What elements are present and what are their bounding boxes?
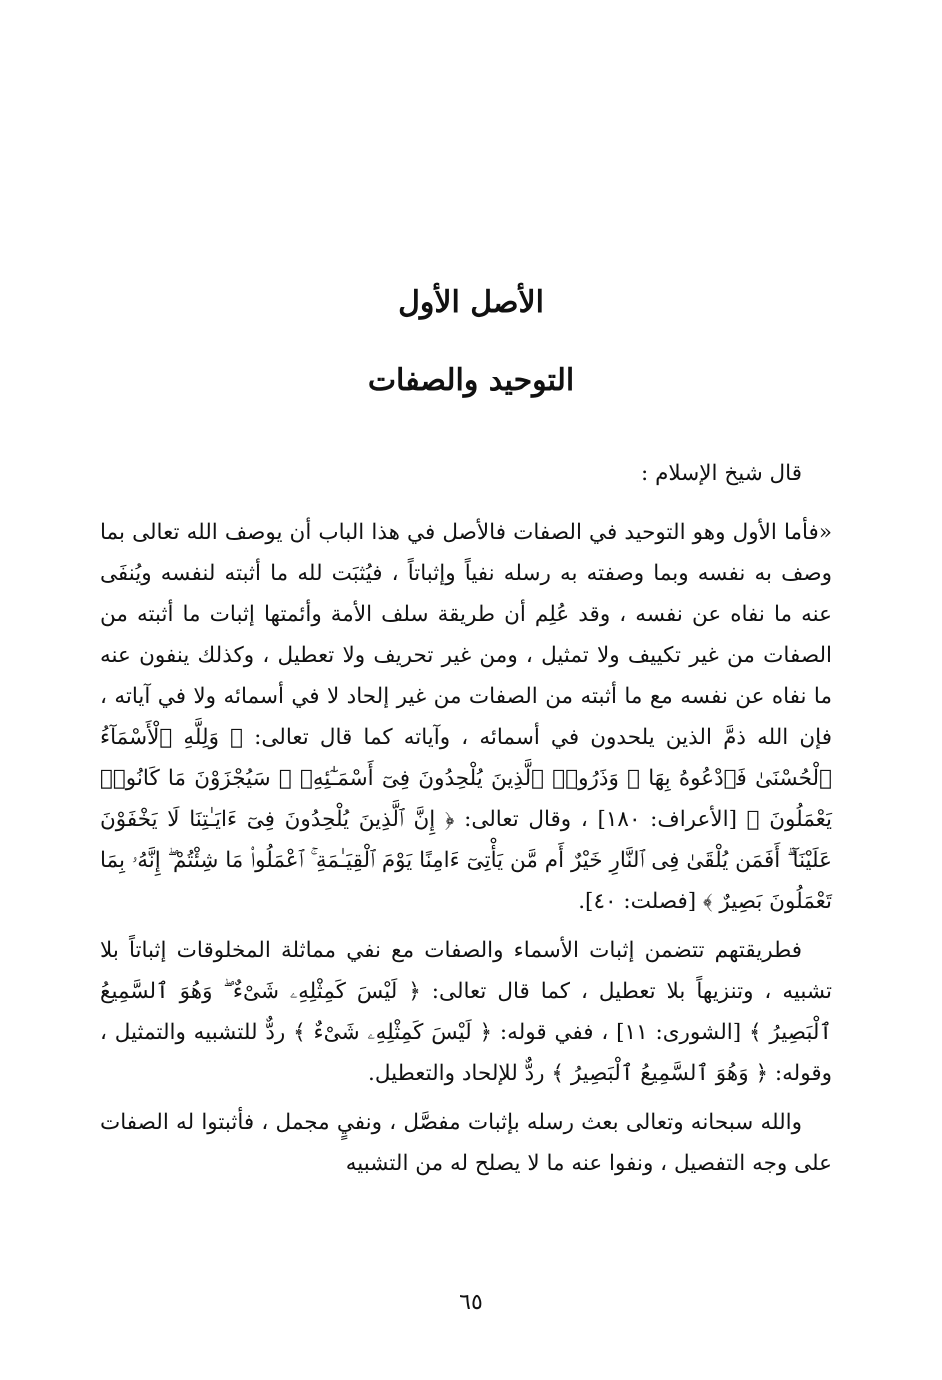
- chapter-subtitle: التوحيد والصفات: [367, 363, 575, 398]
- page-number: ٦٥: [459, 1290, 483, 1315]
- paragraph-2: فطريقتهم تتضمن إثبات الأسماء والصفات مع نفي مماثلة المخلوقات إثباتاً بلا تشبيه ، وتنزيهاً بلا تعطيل ، كما قال تعالى: ﴿ لَيْسَ كَمِثْلِهِۦ شَىْءٌ ۖ وَهُوَ ٱلسَّمِيعُ ٱلْبَصِيرُ ﴾ [الشورى: ١١] ، ففي قوله: ﴿ لَيْسَ كَمِثْلِهِۦ شَىْءٌ ﴾ ردٌّ للتشبيه والتمثيل ، وقوله: ﴿ وَهُوَ ٱلسَّمِيعُ ٱلْبَصِيرُ ﴾ ردٌّ للإلحاد والتعطيل.: [100, 938, 833, 1086]
- paragraph-3: والله سبحانه وتعالى بعث رسله بإثبات مفصَّل ، ونفيٍ مجمل ، فأثبتوا له الصفات على وجه التفصيل ، ونفوا عنه ما لا يصلح له من التشبيه: [100, 1110, 832, 1176]
- intro-line: قال شيخ الإسلام :: [641, 461, 802, 486]
- body-text: [100, 453, 832, 1184]
- chapter-title: الأصل الأول: [398, 285, 544, 320]
- paragraph-1: «فأما الأول وهو التوحيد في الصفات فالأصل في هذا الباب أن يوصف الله تعالى بما وصف به نفسه وبما وصفته به رسله نفياً وإثباتاً ، فيُثبَت لله ما أثبته لنفسه ويُنفَى عنه ما نفاه عن نفسه ، وقد عُلِم أن طريقة سلف الأمة وأئمتها إثبات ما أثبته من الصفات من غير تكييف ولا تمثيل ، ومن غير تحريف ولا تعطيل ، وكذلك ينفون عنه ما نفاه عن نفسه مع ما أثبته من الصفات من غير إلحاد لا في أسمائه ولا في آياته ، فإن الله ذمَّ الذين يلحدون في أسمائه ، وآياته كما قال تعالى: ﴿ وَلِلَّهِ ٱلْأَسْمَآءُ ٱلْحُسْنَىٰ فَٱدْعُوهُ بِهَا ۖ وَذَرُوا۟ ٱلَّذِينَ يُلْحِدُونَ فِىٓ أَسْمَـٰٓئِهِۦ ۚ سَيُجْزَوْنَ مَا كَانُوا۟ يَعْمَلُونَ ﴾ [الأعراف: ١٨٠] ، وقال تعالى: ﴿ إِنَّ ٱلَّذِينَ يُلْحِدُونَ فِىٓ ءَايَـٰتِنَا لَا يَخْفَوْنَ عَلَيْنَآ ۗ أَفَمَن يُلْقَىٰ فِى ٱلنَّارِ خَيْرٌ أَم مَّن يَأْتِىٓ ءَامِنًا يَوْمَ ٱلْقِيَـٰمَةِ ۚ ٱعْمَلُوا۟ مَا شِئْتُمْ ۖ إِنَّهُۥ بِمَا تَعْمَلُونَ بَصِيرٌ ﴾ [فصلت: ٤٠].: [100, 520, 832, 914]
